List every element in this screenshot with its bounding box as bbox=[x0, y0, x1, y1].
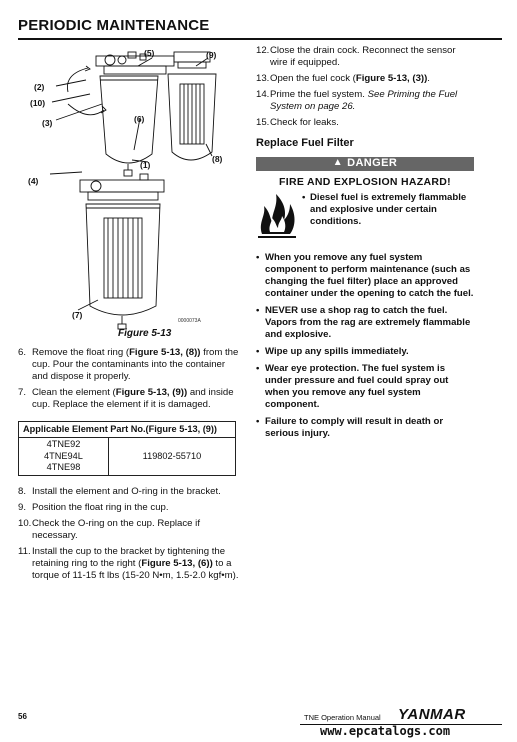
step-item bbox=[256, 73, 474, 85]
step-number: 15. bbox=[256, 116, 270, 128]
danger-label: DANGER bbox=[347, 156, 398, 169]
step-text: Open the fuel cock ( bbox=[270, 72, 356, 84]
step-number: 14. bbox=[256, 88, 270, 100]
model-row: 4TNE92 bbox=[46, 439, 81, 450]
step-number: 12. bbox=[256, 45, 270, 56]
header-rule bbox=[18, 38, 502, 40]
step-text: Check for leaks. bbox=[270, 116, 339, 128]
danger-item: • Wear eye protection. The fuel system is under pressure and fuel could spray out when you remove any fuel system component. bbox=[256, 363, 474, 411]
callout-4: (4) bbox=[28, 176, 39, 186]
hazard-row bbox=[256, 192, 474, 238]
yanmar-logo: YANMAR bbox=[398, 706, 466, 723]
callout-5: (5) bbox=[144, 48, 155, 58]
step-text: Remove the float ring ( bbox=[32, 347, 130, 358]
steps-list-right bbox=[256, 45, 474, 129]
fuel-filter-figure bbox=[28, 44, 224, 334]
step-text: Install the cup to the bracket by tightening the retaining ring to the right ( bbox=[32, 545, 226, 569]
step-text: to a torque of 11-15 ft lbs (15-20 N•m, 1.5-2.0 kgf•m). bbox=[32, 557, 239, 581]
figure-reference: Figure 5-13, (6)) bbox=[141, 557, 213, 569]
step-text: Prime the fuel system. bbox=[270, 88, 368, 100]
parts-table-part-number: 119802-55710 bbox=[108, 438, 235, 476]
danger-item: • Failure to comply will result in death or serious injury. bbox=[256, 416, 474, 440]
callout-9: (9) bbox=[206, 50, 217, 60]
step-number: 13. bbox=[256, 72, 270, 84]
callout-1: (1) bbox=[140, 160, 151, 170]
step-text: . bbox=[427, 72, 430, 84]
callout-3: (3) bbox=[42, 118, 53, 128]
model-row: 4TNE94L bbox=[44, 450, 83, 461]
parts-table bbox=[18, 421, 236, 476]
step-item bbox=[18, 546, 240, 582]
steps-list-left-2 bbox=[18, 486, 240, 582]
step-text: Check the O-ring on the cup. Replace if necessary. bbox=[32, 517, 200, 541]
step-item bbox=[18, 347, 240, 383]
step-text: Close the drain cock. Reconnect the sensor wire if equipped. bbox=[270, 45, 456, 68]
figure-reference: Figure 5-13, (9)) bbox=[115, 386, 188, 398]
danger-item: • Wipe up any spills immediately. bbox=[256, 346, 474, 358]
warning-triangle-icon: ▲ bbox=[332, 157, 344, 169]
step-item bbox=[18, 387, 240, 411]
callout-6: (6) bbox=[134, 114, 145, 124]
page-title: PERIODIC MAINTENANCE bbox=[18, 17, 210, 34]
callout-7: (7) bbox=[72, 310, 83, 320]
page-header bbox=[18, 17, 502, 36]
step-text: Clean the element ( bbox=[32, 386, 116, 398]
figure-reference: Figure 5-13, (8)) bbox=[129, 347, 201, 358]
fuel-filter-illustration bbox=[28, 44, 224, 334]
step-item bbox=[18, 518, 240, 542]
callout-8: (8) bbox=[212, 154, 223, 164]
parts-table-models bbox=[19, 438, 109, 476]
manual-name: TNE Operation Manual bbox=[304, 713, 381, 722]
step-item bbox=[18, 486, 240, 498]
hazard-text: • Diesel fuel is extremely flammable and explosive under certain conditions. bbox=[302, 192, 474, 238]
figure-code: 0000073A bbox=[178, 318, 201, 324]
right-column bbox=[256, 45, 474, 445]
step-item bbox=[256, 117, 474, 129]
page-number: 56 bbox=[18, 712, 27, 721]
danger-item: • NEVER use a shop rag to catch the fuel. Vapors from the rag are extremely flammable and explosive. bbox=[256, 305, 474, 341]
parts-table-header: Applicable Element Part No.(Figure 5-13, (9)) bbox=[19, 421, 236, 438]
callout-2: (2) bbox=[34, 82, 45, 92]
step-text: Install the element and O-ring in the bracket. bbox=[32, 485, 221, 497]
section-title: Replace Fuel Filter bbox=[256, 136, 354, 149]
step-text: and inside cup. Replace the element if it is damaged. bbox=[32, 386, 234, 410]
step-number: 9. bbox=[18, 501, 27, 513]
danger-item: • When you remove any fuel system component to perform maintenance (such as changing the fuel filter) place an approved container under the opening to catch the fuel. bbox=[256, 252, 474, 300]
callout-10: (10) bbox=[30, 98, 46, 108]
danger-bar bbox=[256, 157, 474, 171]
hazard-title: FIRE AND EXPLOSION HAZARD! bbox=[279, 175, 451, 188]
fire-hazard-icon bbox=[256, 192, 298, 238]
left-column bbox=[18, 347, 240, 586]
step-number: 6. bbox=[18, 347, 27, 358]
danger-list bbox=[256, 252, 474, 440]
model-row: 4TNE98 bbox=[46, 462, 81, 473]
figure-reference: Figure 5-13, (3)) bbox=[355, 72, 428, 84]
cross-reference: See Priming the Fuel System on page 26. bbox=[270, 88, 458, 112]
watermark-link[interactable]: www.epcatalogs.com bbox=[320, 724, 451, 738]
step-number: 8. bbox=[18, 485, 27, 497]
step-item bbox=[256, 45, 474, 69]
steps-list-left bbox=[18, 347, 240, 411]
danger-box bbox=[256, 157, 474, 440]
step-number: 10. bbox=[18, 517, 32, 529]
step-item bbox=[256, 89, 474, 113]
step-text: Position the float ring in the cup. bbox=[32, 501, 169, 513]
step-item bbox=[18, 502, 240, 514]
step-number: 7. bbox=[18, 386, 27, 398]
step-text: from the cup. Pour the contaminants into the container and dispose it properly. bbox=[32, 347, 239, 382]
step-number: 11. bbox=[18, 545, 31, 557]
figure-caption: Figure 5-13 bbox=[118, 328, 172, 339]
